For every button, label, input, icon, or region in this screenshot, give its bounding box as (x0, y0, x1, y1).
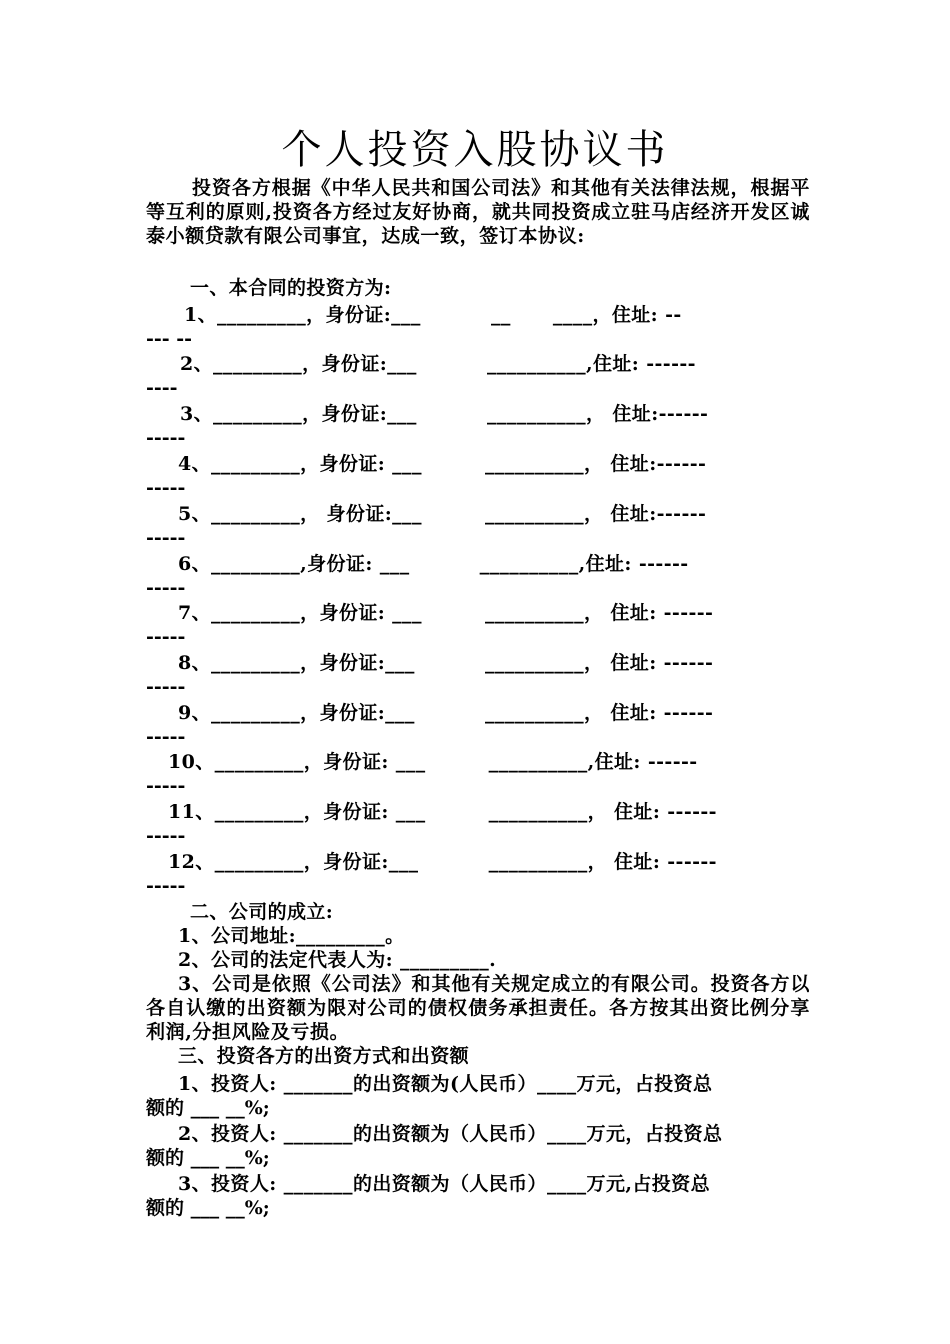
company-address: 1、公司地址:_________。 (178, 925, 405, 947)
investor-line-cont: ----- (146, 775, 186, 797)
investor-line: 11、_________，身份证: ___ __________， 住址: ------ (168, 801, 717, 823)
investor-line-cont: ----- (146, 626, 186, 648)
contribution-line-cont: 额的 ___ __%; (146, 1097, 270, 1119)
investor-line-cont: ----- (146, 577, 186, 599)
liability-clause: 3、公司是依照《公司法》和其他有关规定成立的有限公司。投资各方以各自认缴的出资额为限对公司的债权债务承担责任。各方按其出资比例分享利润,分担风险及亏损。 (146, 973, 810, 1043)
contribution-line: 3、投资人: _______的出资额为（人民币）____万元,占投资总 (178, 1173, 710, 1195)
investor-line-cont: ----- (146, 477, 186, 499)
investor-line: 7、_________，身份证: ___ __________， 住址: ------ (178, 602, 714, 624)
investor-line-cont: --- -- (146, 328, 193, 350)
section3-heading: 三、投资各方的出资方式和出资额 (178, 1045, 470, 1067)
investor-line-cont: ----- (146, 427, 186, 449)
investor-line-cont: ----- (146, 875, 186, 897)
investor-line: 5、_________， 身份证:___ __________， 住址:------ (178, 503, 707, 525)
investor-line: 9、_________，身份证:___ __________， 住址: ------ (178, 702, 714, 724)
investor-line: 3、_________，身份证:___ __________， 住址:------ (180, 403, 709, 425)
legal-representative: 2、公司的法定代表人为: _________. (178, 949, 497, 971)
investor-line: 12、_________，身份证:___ __________， 住址: ------ (168, 851, 717, 873)
investor-line-cont: ----- (146, 726, 186, 748)
investor-line: 4、_________，身份证: ___ __________， 住址:------ (178, 453, 707, 475)
investor-line-cont: ---- (146, 377, 178, 399)
contribution-line: 1、投资人: _______的出资额为(人民币）____万元，占投资总 (178, 1073, 713, 1095)
investor-line: 1、_________，身份证:___ __ ____，住址: -- (184, 304, 682, 326)
investor-line: 10、_________，身份证: ___ __________,住址: ------ (168, 751, 698, 773)
investor-line-cont: ----- (146, 676, 186, 698)
section1-heading: 一、本合同的投资方为: (190, 277, 392, 299)
investor-line-cont: ----- (146, 527, 186, 549)
investor-line: 6、_________,身份证: ___ __________,住址: ------ (178, 553, 689, 575)
section2-heading: 二、公司的成立: (190, 901, 334, 923)
investor-line: 2、_________，身份证:___ __________,住址: ------ (180, 353, 696, 375)
document-title: 个人投资入股协议书 (281, 127, 669, 173)
investor-line: 8、_________，身份证:___ __________， 住址: ------ (178, 652, 714, 674)
contribution-line-cont: 额的 ___ __%; (146, 1197, 270, 1219)
contribution-line-cont: 额的 ___ __%; (146, 1147, 270, 1169)
intro-paragraph: 投资各方根据《中华人民共和国公司法》和其他有关法律法规，根据平等互利的原则,投资各方经过友好协商，就共同投资成立驻马店经济开发区诚泰小额贷款有限公司事宜，达成一致，签订本协议: (146, 177, 810, 247)
contribution-line: 2、投资人: _______的出资额为（人民币）____万元，占投资总 (178, 1123, 723, 1145)
investor-line-cont: ----- (146, 825, 186, 847)
